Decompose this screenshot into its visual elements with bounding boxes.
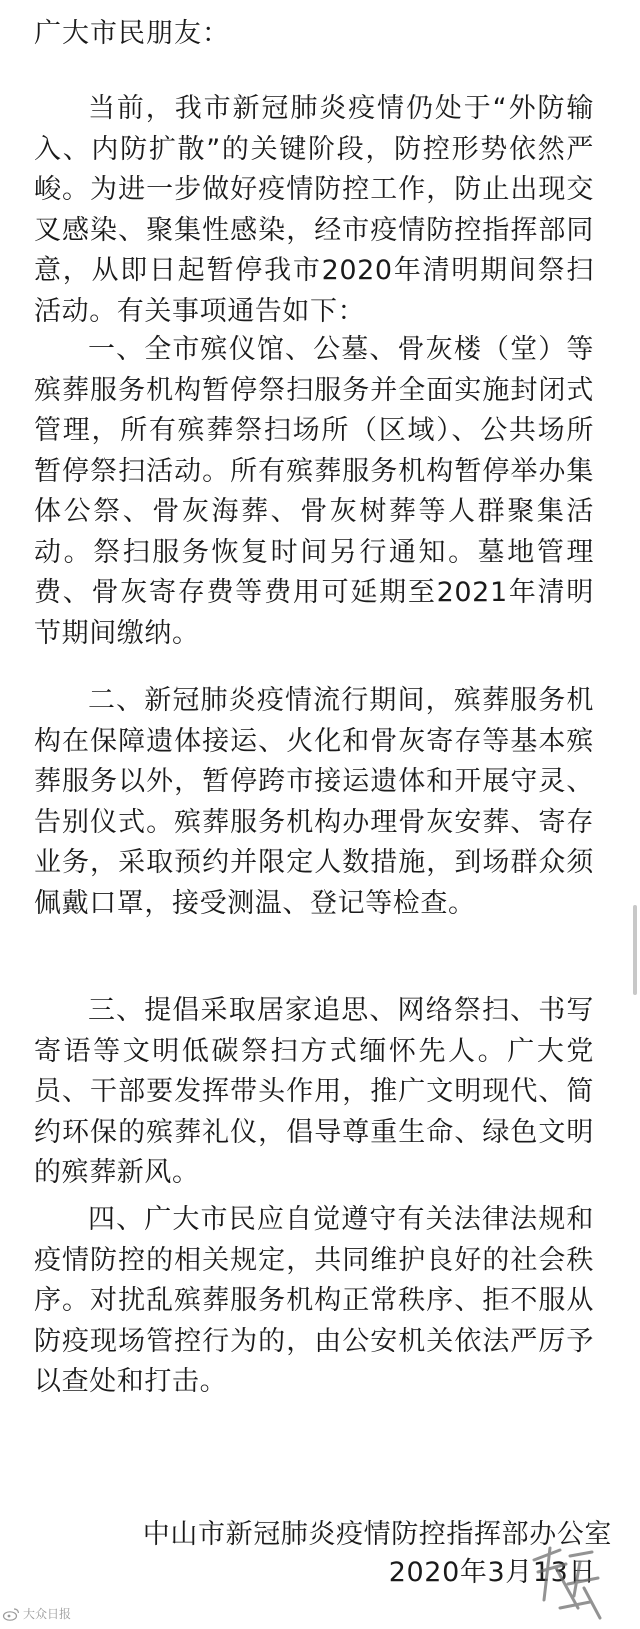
item-three-paragraph: 三、提倡采取居家追思、网络祭扫、书写寄语等文明低碳祭扫方式缅怀先人。广大党员、干部要发挥带头作用，推广文明现代、简约环保的殡葬礼仪，倡导尊重生命、绿色文明的殡葬新风。: [34, 995, 594, 1188]
greeting: 广大市民朋友：: [34, 18, 230, 49]
item-two-paragraph: 二、新冠肺炎疫情流行期间，殡葬服务机构在保障遗体接运、火化和骨灰寄存等基本殡葬服务以外，暂停跨市接运遗体和开展守灵、告别仪式。殡葬服务机构办理骨灰安葬、寄存业务，采取预约并限定人数措施，到场群众须佩戴口罩，接受测温、登记等检查。: [34, 685, 594, 919]
issuer-signature: 中山市新冠肺炎疫情防控指挥部办公室: [142, 1519, 612, 1550]
item-four-paragraph: 四、广大市民应自觉遵守有关法律法规和疫情防控的相关规定，共同维护良好的社会秩序。对扰乱殡葬服务机构正常秩序、拒不服从防疫现场管控行为的，由公安机关依法严厉予以查处和打击。: [34, 1204, 594, 1397]
item-one-paragraph: 一、全市殡仪馆、公墓、骨灰楼（堂）等殡葬服务机构暂停祭扫服务并全面实施封闭式管理，所有殡葬祭扫场所（区域）、公共场所暂停祭扫活动。所有殡葬服务机构暂停举办集体公祭、骨灰海葬、骨灰树葬等人群聚集活动。祭扫服务恢复时间另行通知。墓地管理费、骨灰寄存费等费用可延期至2021年清明节期间缴纳。: [34, 334, 594, 649]
weibo-watermark: [2, 1604, 71, 1624]
seal-stamp-icon: [520, 1538, 610, 1628]
issue-date: 2020年3月13日: [388, 1557, 596, 1588]
scrollbar[interactable]: [633, 905, 637, 995]
watermark-text: 大众日报: [23, 1607, 72, 1621]
weibo-icon: [2, 1607, 20, 1621]
intro-paragraph: 当前，我市新冠肺炎疫情仍处于“外防输入、内防扩散”的关键阶段，防控形势依然严峻。为进一步做好疫情防控工作，防止出现交叉感染、聚集性感染，经市疫情防控指挥部同意，从即日起暂停我市2020年清明期间祭扫活动。有关事项通告如下：: [34, 93, 594, 327]
